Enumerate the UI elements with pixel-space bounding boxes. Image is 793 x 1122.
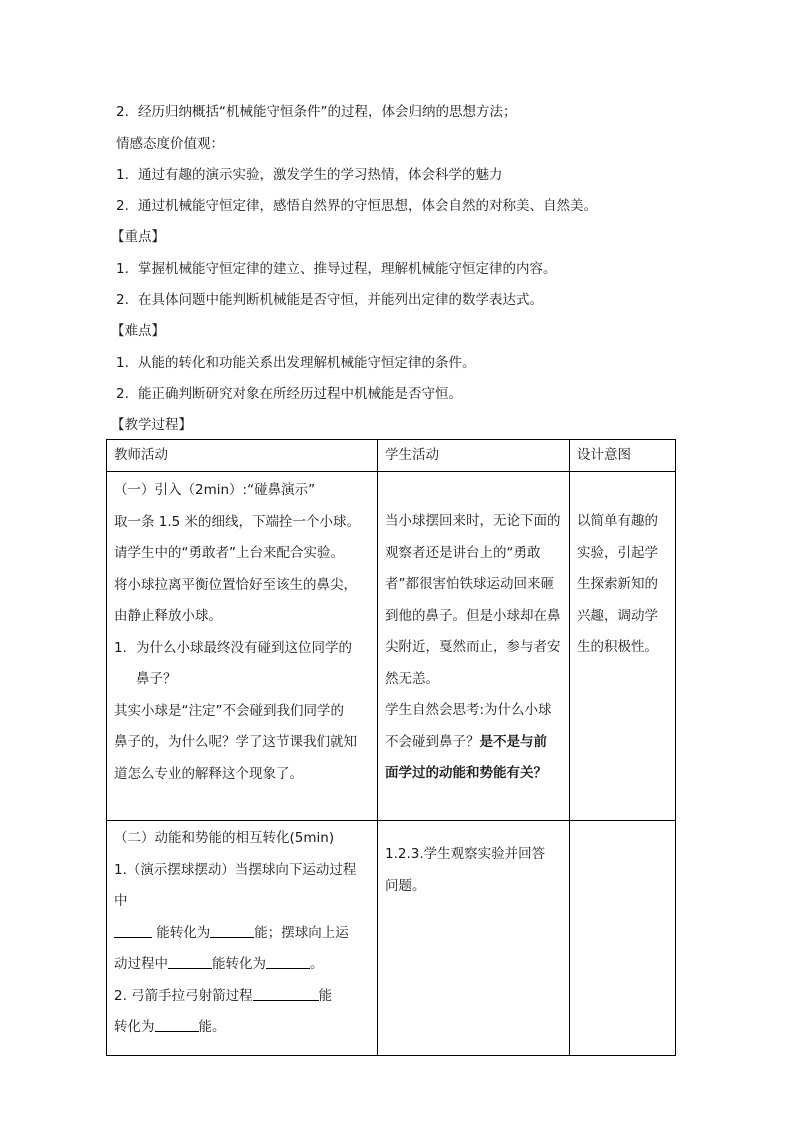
question-item [114,633,370,665]
table-row [107,821,676,1056]
cell-text-part: 2. 弓箭手拉弓射箭过程 [114,987,253,1004]
cell-text: 尖附近，戛然而止，参与者安 [385,639,561,655]
table-header-row [107,440,676,472]
bold-text: 面学过的动能和势能有关？ [385,765,547,781]
item-number: 2. [116,104,129,120]
fill-in-line [114,1012,370,1044]
cell-text: 当小球摆回来时，无论下面的 [385,513,561,529]
cell-text-part: 。 [310,956,324,972]
teaching-process-table [106,439,676,1056]
cell-text: 观察者还是讲台上的“勇敢 [385,544,541,561]
difficulty-1 [116,354,476,372]
cell-text: 生的积极性。 [577,639,658,655]
cell-text: 中 [114,893,128,909]
item-number: 2. [116,386,129,402]
section-label-attitude [116,135,224,153]
table-row [107,472,676,821]
cell-text: 以简单有趣的 [577,513,658,529]
item-text: 在具体问题中能判断机械能是否守恒，并能列出定律的数学表达式。 [138,292,543,308]
teacher-activity-cell [107,472,378,821]
cell-text: 为什么小球最终没有碰到这位同学的 [136,639,352,656]
cell-text: 问题。 [385,877,426,894]
cell-text: 实验，引起学 [577,544,658,561]
item-number: 2. [116,292,129,308]
cell-text: 由静止释放小球。 [114,608,222,624]
student-activity-cell [378,472,570,821]
cell-text: 道怎么专业的解释这个现象了。 [114,765,303,782]
key-point-1 [116,260,557,278]
answer-blank[interactable] [155,1017,199,1032]
cell-text: 到他的鼻子。但是小球却在鼻 [385,607,561,624]
item-number: 1. [114,639,127,656]
cell-text-part: 不会碰到鼻子？ [385,733,480,750]
attitude-line-1 [116,166,503,184]
item-text: 从能的转化和功能关系出发理解机械能守恒定律的条件。 [138,355,476,371]
section-title-conversion: （二）动能和势能的相互转化(5min) [114,830,335,846]
cell-text [385,727,562,759]
cell-text-part: 转化为 [114,1019,155,1035]
cell-text-part: 能转化为 [156,924,211,941]
cell-text: 请学生中的“勇敢者”上台来配合实验。 [114,545,344,561]
design-intent-cell [570,472,676,821]
header-design-intent: 设计意图 [570,440,676,472]
objective-line-2 [116,103,517,121]
fill-in-line [114,981,370,1013]
item-text: 通过机械能守恒定律，感悟自然界的守恒思想，体会自然的对称美、自然美。 [138,198,597,214]
item-number: 2. [116,198,129,214]
fill-in-line [114,918,370,950]
item-text: 掌握机械能守恒定律的建立、推导过程，理解机械能守恒定律的内容。 [138,261,557,277]
answer-blank[interactable] [114,923,152,938]
cell-text: 学生自然会思考:为什么小球 [385,702,552,718]
cell-text: 将小球拉离平衡位置恰好至该生的鼻尖， [114,576,357,593]
item-number: 1. [116,355,129,371]
cell-text: 1.（演示摆球摆动）当摆球向下运动过程 [114,861,357,878]
bold-text: 是不是与前 [479,733,547,750]
item-text: 情感态度价值观： [116,136,224,152]
cell-text: 鼻子？ [136,671,177,687]
item-text: 能正确判断研究对象在所经历过程中机械能是否守恒。 [138,386,462,402]
cell-text: 取一条 1.5 米的细线，下端拴一个小球。 [114,513,361,530]
difficulty-2 [116,385,462,403]
cell-text-part: 动过程中 [114,956,168,972]
section-title-intro: （一）引入（2min）:“碰鼻演示” [114,482,316,498]
student-activity-cell [378,821,570,1056]
answer-blank[interactable] [253,986,319,1001]
header-teacher-activity: 教师活动 [107,440,378,472]
cell-text-part: 能。 [198,1019,226,1035]
difficulties-heading: 【难点】 [111,323,165,339]
cell-text: 生探索新知的 [577,576,658,592]
item-number: 1. [116,261,129,277]
teacher-activity-cell [107,821,378,1056]
item-text: 经历归纳概括“机械能守恒条件”的过程，体会归纳的思想方法； [138,104,517,120]
cell-text: 兴趣，调动学 [577,607,658,624]
cell-text: 1.2.3.学生观察实验并回答 [385,846,546,862]
cell-text-part: 能；摆球向上运 [254,924,349,941]
cell-text-part: 能 [318,987,333,1004]
key-point-2 [116,291,543,309]
cell-text-part: 能转化为 [212,956,266,972]
answer-blank[interactable] [210,923,254,938]
answer-blank[interactable] [266,954,310,969]
answer-blank[interactable] [168,954,212,969]
fill-in-line [114,949,370,981]
cell-text: 其实小球是“注定”不会碰到我们同学的 [114,702,344,719]
cell-text: 鼻子的，为什么呢？学了这节课我们就知 [114,734,357,750]
cell-text: 者”都很害怕铁球运动回来砸 [385,576,554,592]
design-intent-cell [570,821,676,1056]
attitude-line-2 [116,197,597,215]
item-number: 1. [116,167,129,183]
key-points-heading: 【重点】 [111,229,165,245]
cell-text: 然无恙。 [385,670,439,687]
header-student-activity: 学生活动 [378,440,570,472]
item-text: 通过有趣的演示实验，激发学生的学习热情，体会科学的魅力 [138,167,503,183]
teaching-process-heading: 【教学过程】 [111,417,192,433]
